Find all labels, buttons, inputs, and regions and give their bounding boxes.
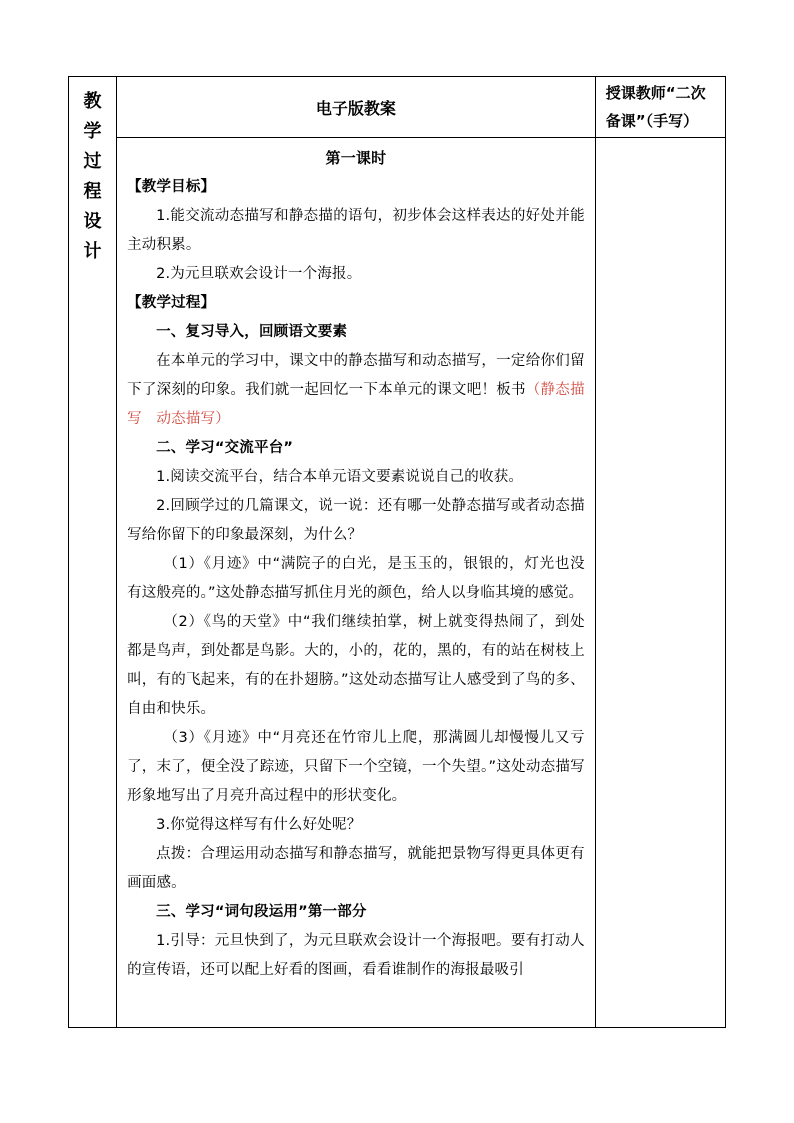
lesson-content — [127, 144, 585, 985]
section-heading: 三、学习“词句段运用”第一部分 — [156, 904, 367, 920]
lesson-plan-table — [68, 76, 726, 1028]
vertical-label — [69, 77, 116, 267]
example-item: （1）《月迹》中“满院子的白光，是玉玉的，银银的，灯光也没有这般亮的。”这处静态描写抓住月光的颜色，给人以身临其境的感觉。 — [127, 556, 585, 601]
board-writing: （静态描写 动态描写） — [127, 382, 585, 427]
process-item: 1.引导：元旦快到了，为元旦联欢会设计一个海报吧。要有打动人的宣传语，还可以配上好看的图画，看看谁制作的海报最吸引 — [127, 933, 585, 978]
electronic-plan-header: 电子版教案 — [117, 77, 596, 138]
lesson-title: 第一课时 — [325, 149, 387, 167]
teacher-notes-header: 授课教师“二次备课”（手写） — [595, 77, 725, 138]
lesson-content-cell — [117, 138, 596, 1028]
goal-item: 2.为元旦联欢会设计一个海报。 — [156, 266, 362, 282]
goal-item: 1.能交流动态描写和静态描的语句，初步体会这样表达的好处并能主动积累。 — [127, 208, 585, 253]
section-paragraph — [127, 347, 585, 434]
body-row — [69, 138, 726, 1028]
process-item: 2.回顾学过的几篇课文，说一说：还有哪一处静态描写或者动态描写给你留下的印象最深刻，为什么？ — [127, 498, 585, 543]
vertical-label-char: 程 — [83, 181, 102, 202]
teaching-process-label-cell — [69, 77, 117, 1028]
teacher-notes-cell — [595, 138, 725, 1028]
example-item: （2）《鸟的天堂》中“我们继续拍掌，树上就变得热闹了，到处都是鸟声，到处都是鸟影。大的，小的，花的，黑的，有的站在树枝上叫，有的飞起来，有的在扑翅膀。”这处动态描写让人感受到了鸟的多、自由和快乐。 — [127, 614, 585, 717]
vertical-label-char: 学 — [83, 121, 102, 142]
section-heading: 二、学习“交流平台” — [156, 440, 294, 456]
vertical-label-char: 计 — [83, 241, 102, 262]
header-row — [69, 77, 726, 138]
example-item: （3）《月迹》中“月亮还在竹帘儿上爬，那满圆儿却慢慢儿又亏了，末了，便全没了踪迹，只留下一个空镜，一个失望。”这处动态描写形象地写出了月亮升高过程中的形状变化。 — [127, 730, 585, 804]
process-item: 3.你觉得这样写有什么好处呢？ — [156, 817, 362, 833]
vertical-label-char: 过 — [83, 151, 102, 172]
vertical-label-char: 设 — [83, 211, 102, 232]
goals-heading: 【教学目标】 — [127, 179, 216, 195]
section-heading: 一、复习导入，回顾语文要素 — [156, 324, 348, 340]
process-heading: 【教学过程】 — [127, 295, 216, 311]
hint-paragraph: 点拨：合理运用动态描写和静态描写，就能把景物写得更具体更有画面感。 — [127, 846, 585, 891]
process-item: 1.阅读交流平台，结合本单元语文要素说说自己的收获。 — [156, 469, 524, 485]
vertical-label-char: 教 — [83, 91, 102, 112]
paragraph-text: 在本单元的学习中，课文中的静态描写和动态描写，一定给你们留下了深刻的印象。我们就一起回忆一下本单元的课文吧！板书 — [127, 353, 585, 398]
